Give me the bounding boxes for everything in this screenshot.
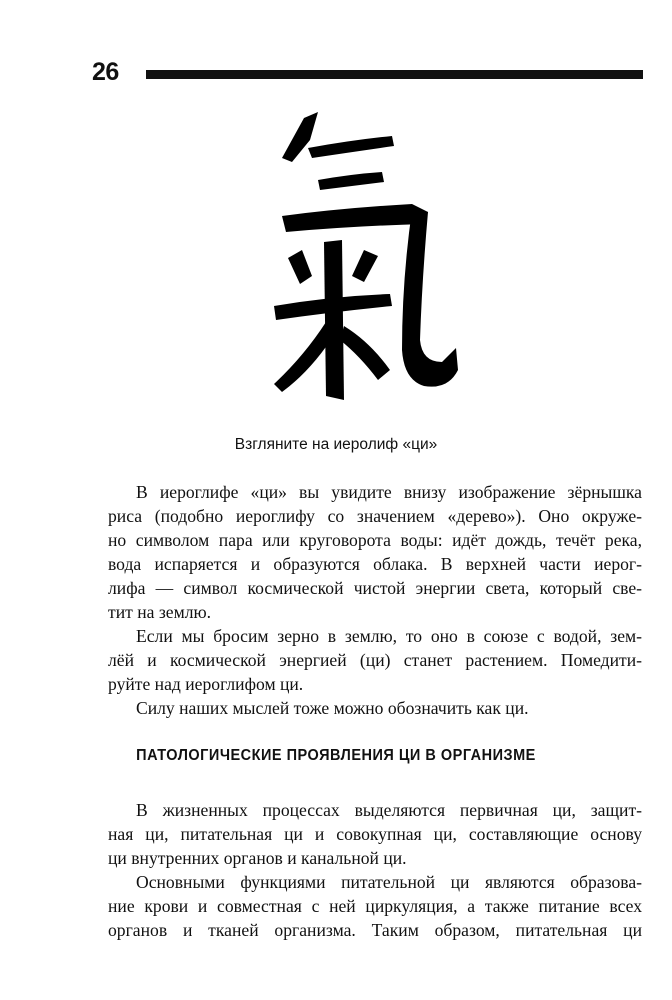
page-number: 26 [92,58,119,86]
text-line: В иероглифе «ци» вы увидите внизу изображение зёрнышка [136,482,642,502]
header-rule [146,70,643,79]
text-line: органов и тканей организма. Таким образом, питательная ци [108,920,642,940]
text-line: руйте над иероглифом ци. [108,674,304,694]
paragraph-3 [108,696,642,720]
text-line: тит на землю. [108,602,212,622]
paragraph-2 [108,624,642,696]
text-line: Основными функциями питательной ци являются образова- [136,872,642,892]
section-heading: ПАТОЛОГИЧЕСКИЕ ПРОЯВЛЕНИЯ ЦИ В ОРГАНИЗМЕ [136,747,536,765]
text-line: Силу наших мыслей тоже можно обозначить как ци. [136,698,529,718]
text-line: ная ци, питательная ци и совокупная ци, составляющие основу [108,824,642,844]
figure-caption: Взгляните на иеролиф «ци» [234,436,438,453]
qi-hieroglyph-image [252,100,462,410]
text-line: ние крови и совместная с ней циркуляция, а также питание всех [108,896,642,916]
text-line: но символом пара или круговорота воды: идёт дождь, течёт река, [108,530,642,550]
text-line: вода испаряется и образуются облака. В верхней части иерог- [108,554,642,574]
paragraph-5 [108,870,642,942]
text-line: В жизненных процессах выделяются первичная ци, защит- [136,800,642,820]
text-line: Если мы бросим зерно в землю, то оно в союзе с водой, зем- [136,626,642,646]
text-line: риса (подобно иероглифу со значением «дерево»). Оно окруже- [108,506,642,526]
paragraph-1 [108,480,642,624]
text-line: лёй и космической энергией (ци) станет растением. Помедити- [108,650,642,670]
text-line: ци внутренних органов и канальной ци. [108,848,407,868]
text-line: лифа — символ космической чистой энергии света, который све- [108,578,642,598]
paragraph-4 [108,798,642,870]
